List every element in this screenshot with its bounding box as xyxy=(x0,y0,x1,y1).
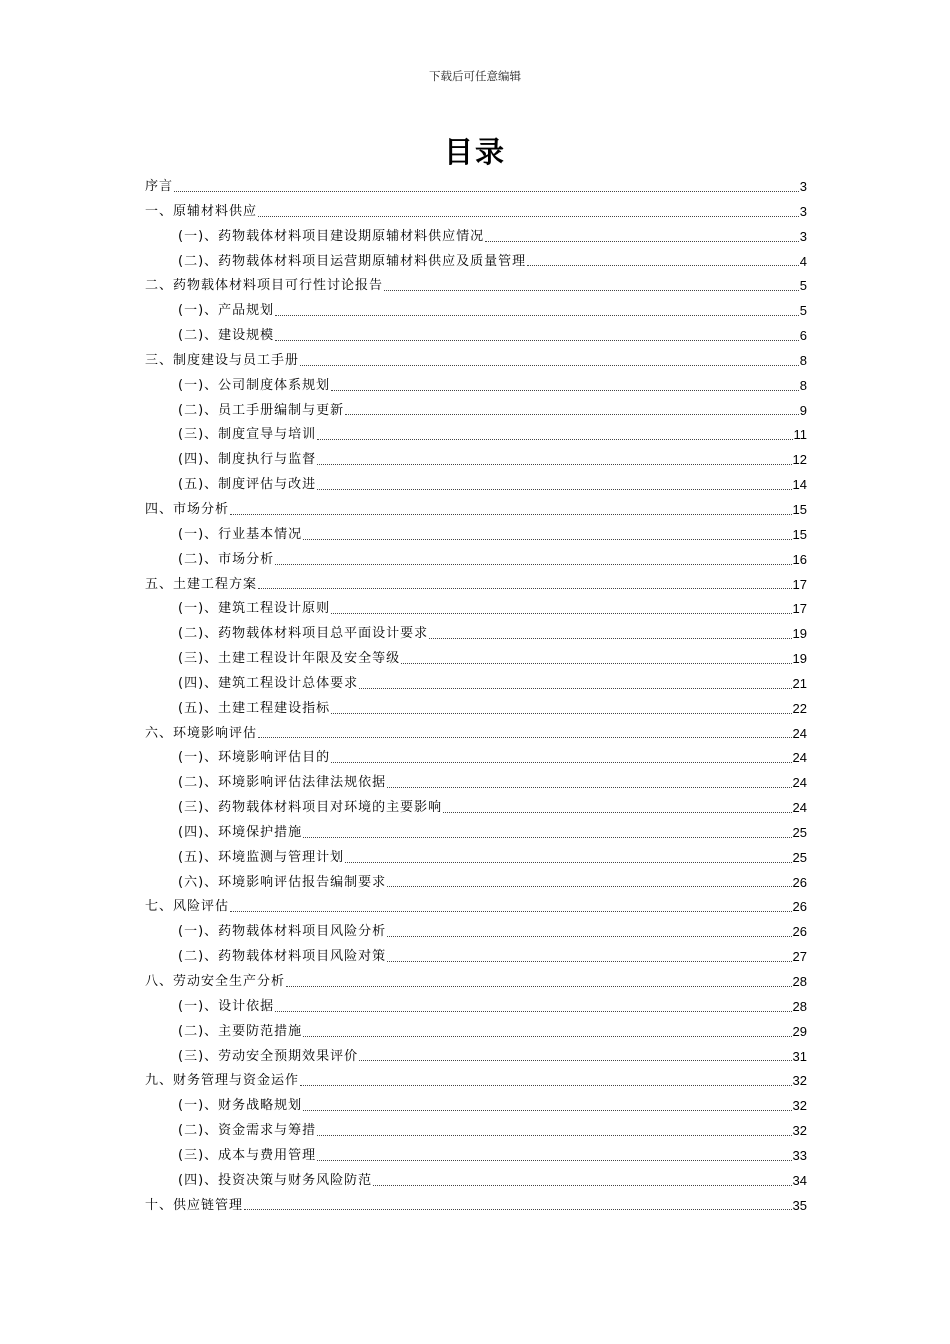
toc-leader-dots xyxy=(345,862,791,863)
toc-leader-dots xyxy=(485,241,799,242)
toc-page-number: 15 xyxy=(792,526,807,542)
toc-leader-dots xyxy=(331,390,799,391)
toc-page-number: 9 xyxy=(799,402,807,418)
toc-leader-dots xyxy=(230,911,792,912)
toc-entry[interactable] xyxy=(145,895,807,920)
toc-entry[interactable] xyxy=(145,771,807,796)
toc-leader-dots xyxy=(174,191,799,192)
toc-page-number: 26 xyxy=(792,899,807,915)
toc-leader-dots xyxy=(275,340,799,341)
toc-entry[interactable] xyxy=(145,920,807,945)
toc-entry-text: (二)、资金需求与筹措 xyxy=(178,1123,317,1139)
toc-leader-dots xyxy=(303,837,791,838)
toc-entry[interactable] xyxy=(145,548,807,573)
toc-page-number: 24 xyxy=(792,725,807,741)
toc-entry[interactable] xyxy=(145,573,807,598)
toc-entry-text: (一)、药物载体材料项目风险分析 xyxy=(178,924,387,940)
toc-page-number: 19 xyxy=(792,651,807,667)
toc-leader-dots xyxy=(275,315,799,316)
toc-page-number: 34 xyxy=(792,1172,807,1188)
toc-entry-text: (三)、成本与费用管理 xyxy=(178,1147,317,1163)
toc-entry-text: (一)、产品规划 xyxy=(178,303,275,319)
toc-entry-text: (五)、环境监测与管理计划 xyxy=(178,849,345,865)
toc-leader-dots xyxy=(300,1085,792,1086)
toc-entry[interactable] xyxy=(145,970,807,995)
toc-entry-text: (一)、建筑工程设计原则 xyxy=(178,601,331,617)
toc-entry-text: (二)、药物载体材料项目总平面设计要求 xyxy=(178,626,429,642)
toc-leader-dots xyxy=(244,1209,792,1210)
toc-entry[interactable] xyxy=(145,324,807,349)
toc-entry-text: (一)、设计依据 xyxy=(178,998,275,1014)
toc-entry[interactable] xyxy=(145,200,807,225)
toc-entry-text: (二)、环境影响评估法律法规依据 xyxy=(178,775,387,791)
toc-entry[interactable] xyxy=(145,597,807,622)
toc-leader-dots xyxy=(275,564,791,565)
toc-page-number: 22 xyxy=(792,700,807,716)
toc-entry-text: (二)、主要防范措施 xyxy=(178,1023,303,1039)
toc-page-number: 24 xyxy=(792,750,807,766)
toc-page-number: 3 xyxy=(799,203,807,219)
toc-list xyxy=(145,175,807,1218)
toc-entry-text: (三)、土建工程设计年限及安全等级 xyxy=(178,651,401,667)
toc-entry[interactable] xyxy=(145,1045,807,1070)
toc-entry-text: 七、风险评估 xyxy=(145,899,230,915)
toc-leader-dots xyxy=(317,1160,791,1161)
toc-entry-text: (四)、投资决策与财务风险防范 xyxy=(178,1172,373,1188)
toc-leader-dots xyxy=(429,638,791,639)
toc-entry-text: 十、供应链管理 xyxy=(145,1197,244,1213)
toc-page-number: 32 xyxy=(792,1073,807,1089)
toc-entry[interactable] xyxy=(145,349,807,374)
toc-leader-dots xyxy=(275,1011,791,1012)
toc-leader-dots xyxy=(373,1185,791,1186)
toc-leader-dots xyxy=(258,588,792,589)
toc-entry-text: (三)、制度宣导与培训 xyxy=(178,427,317,443)
toc-entry-text: (二)、建设规模 xyxy=(178,328,275,344)
toc-entry[interactable] xyxy=(145,250,807,275)
toc-leader-dots xyxy=(317,464,791,465)
toc-entry[interactable] xyxy=(145,1119,807,1144)
toc-entry[interactable] xyxy=(145,274,807,299)
toc-entry[interactable] xyxy=(145,473,807,498)
toc-entry[interactable] xyxy=(145,647,807,672)
toc-leader-dots xyxy=(258,737,792,738)
toc-page-number: 24 xyxy=(792,775,807,791)
toc-page-number: 17 xyxy=(792,601,807,617)
toc-entry-text: (二)、市场分析 xyxy=(178,551,275,567)
toc-page-number: 5 xyxy=(799,278,807,294)
toc-page-number: 25 xyxy=(792,824,807,840)
toc-page-number: 35 xyxy=(792,1197,807,1213)
toc-entry[interactable] xyxy=(145,399,807,424)
toc-leader-dots xyxy=(345,414,799,415)
toc-entry[interactable] xyxy=(145,672,807,697)
toc-entry[interactable] xyxy=(145,697,807,722)
toc-leader-dots xyxy=(317,439,792,440)
toc-entry[interactable] xyxy=(145,523,807,548)
toc-entry[interactable] xyxy=(145,722,807,747)
toc-leader-dots xyxy=(387,787,791,788)
toc-entry[interactable] xyxy=(145,1094,807,1119)
toc-entry-text: (五)、制度评估与改进 xyxy=(178,477,317,493)
toc-entry-text: (五)、土建工程建设指标 xyxy=(178,700,331,716)
toc-page-number: 6 xyxy=(799,328,807,344)
toc-entry[interactable] xyxy=(145,175,807,200)
toc-leader-dots xyxy=(331,613,791,614)
toc-entry-text: (二)、药物载体材料项目风险对策 xyxy=(178,949,387,965)
toc-page-number: 32 xyxy=(792,1098,807,1114)
toc-entry[interactable] xyxy=(145,796,807,821)
toc-leader-dots xyxy=(331,762,791,763)
toc-entry-text: 四、市场分析 xyxy=(145,501,230,517)
toc-entry-text: (一)、公司制度体系规划 xyxy=(178,377,331,393)
toc-page-number: 19 xyxy=(792,626,807,642)
toc-page-number: 32 xyxy=(792,1123,807,1139)
toc-page-number: 21 xyxy=(792,675,807,691)
toc-entry-text: (一)、药物载体材料项目建设期原辅材料供应情况 xyxy=(178,228,485,244)
toc-entry-text: (四)、制度执行与监督 xyxy=(178,452,317,468)
toc-page-number: 15 xyxy=(792,501,807,517)
toc-leader-dots xyxy=(286,986,792,987)
toc-entry[interactable] xyxy=(145,1069,807,1094)
toc-leader-dots xyxy=(387,936,791,937)
toc-entry-text: 序言 xyxy=(145,179,174,194)
toc-entry[interactable] xyxy=(145,1020,807,1045)
toc-entry-text: (一)、财务战略规划 xyxy=(178,1098,303,1114)
toc-page-number: 26 xyxy=(792,874,807,890)
header-note: 下载后可任意编辑 xyxy=(429,69,521,83)
toc-entry[interactable] xyxy=(145,498,807,523)
toc-entry-text: 三、制度建设与员工手册 xyxy=(145,352,300,368)
toc-entry-text: (六)、环境影响评估报告编制要求 xyxy=(178,874,387,890)
toc-entry-text: 五、土建工程方案 xyxy=(145,576,258,592)
toc-entry-text: 二、药物载体材料项目可行性讨论报告 xyxy=(145,278,384,294)
toc-leader-dots xyxy=(359,1060,791,1061)
toc-entry[interactable] xyxy=(145,423,807,448)
toc-entry[interactable] xyxy=(145,1194,807,1219)
toc-leader-dots xyxy=(443,812,791,813)
toc-page-number: 8 xyxy=(799,352,807,368)
toc-leader-dots xyxy=(359,688,791,689)
toc-entry[interactable] xyxy=(145,846,807,871)
toc-leader-dots xyxy=(317,489,791,490)
toc-page-number: 5 xyxy=(799,303,807,319)
toc-leader-dots xyxy=(303,539,791,540)
toc-page-number: 17 xyxy=(792,576,807,592)
toc-entry[interactable] xyxy=(145,1144,807,1169)
toc-entry[interactable] xyxy=(145,995,807,1020)
toc-leader-dots xyxy=(401,663,791,664)
toc-page-number: 14 xyxy=(792,477,807,493)
toc-entry-text: (一)、环境影响评估目的 xyxy=(178,750,331,766)
toc-leader-dots xyxy=(384,290,799,291)
page-title: 目录 xyxy=(443,135,506,169)
toc-leader-dots xyxy=(230,514,792,515)
toc-page-number: 3 xyxy=(799,179,807,194)
toc-page-number: 16 xyxy=(792,551,807,567)
toc-page-number: 28 xyxy=(792,974,807,989)
toc-entry[interactable] xyxy=(145,299,807,324)
toc-leader-dots xyxy=(527,265,799,266)
toc-page-number: 4 xyxy=(799,253,807,269)
toc-leader-dots xyxy=(300,365,799,366)
toc-page-number: 11 xyxy=(793,427,807,443)
toc-page-number: 25 xyxy=(792,849,807,865)
toc-page-number: 24 xyxy=(792,800,807,816)
toc-entry[interactable] xyxy=(145,448,807,473)
toc-page-number: 29 xyxy=(792,1023,807,1039)
toc-entry[interactable] xyxy=(145,374,807,399)
toc-entry-text: 九、财务管理与资金运作 xyxy=(145,1073,300,1089)
toc-leader-dots xyxy=(303,1110,791,1111)
toc-page-number: 12 xyxy=(792,452,807,468)
toc-entry-text: 六、环境影响评估 xyxy=(145,725,258,741)
toc-leader-dots xyxy=(331,713,791,714)
toc-entry[interactable] xyxy=(145,871,807,896)
toc-entry-text: (四)、环境保护措施 xyxy=(178,824,303,840)
toc-leader-dots xyxy=(387,886,791,887)
toc-entry[interactable] xyxy=(145,1169,807,1194)
toc-page-number: 27 xyxy=(792,949,807,965)
toc-entry-text: (三)、药物载体材料项目对环境的主要影响 xyxy=(178,800,443,816)
toc-entry-text: 一、原辅材料供应 xyxy=(145,203,258,219)
toc-entry-text: (二)、员工手册编制与更新 xyxy=(178,402,345,418)
toc-entry-text: (一)、行业基本情况 xyxy=(178,526,303,542)
toc-entry-text: 八、劳动安全生产分析 xyxy=(145,974,286,989)
toc-leader-dots xyxy=(317,1135,791,1136)
toc-page-number: 33 xyxy=(792,1147,807,1163)
toc-leader-dots xyxy=(387,961,791,962)
toc-entry-text: (二)、药物载体材料项目运营期原辅材料供应及质量管理 xyxy=(178,253,527,269)
toc-entry[interactable] xyxy=(145,945,807,970)
toc-entry[interactable] xyxy=(145,225,807,250)
toc-entry-text: (三)、劳动安全预期效果评价 xyxy=(178,1048,359,1064)
toc-entry[interactable] xyxy=(145,622,807,647)
toc-entry[interactable] xyxy=(145,821,807,846)
toc-leader-dots xyxy=(258,216,799,217)
toc-page-number: 31 xyxy=(792,1048,807,1064)
toc-entry[interactable] xyxy=(145,746,807,771)
toc-leader-dots xyxy=(303,1036,791,1037)
toc-page-number: 26 xyxy=(792,924,807,940)
toc-page-number: 28 xyxy=(792,998,807,1014)
toc-entry-text: (四)、建筑工程设计总体要求 xyxy=(178,675,359,691)
toc-page-number: 8 xyxy=(799,377,807,393)
toc-page-number: 3 xyxy=(799,228,807,244)
